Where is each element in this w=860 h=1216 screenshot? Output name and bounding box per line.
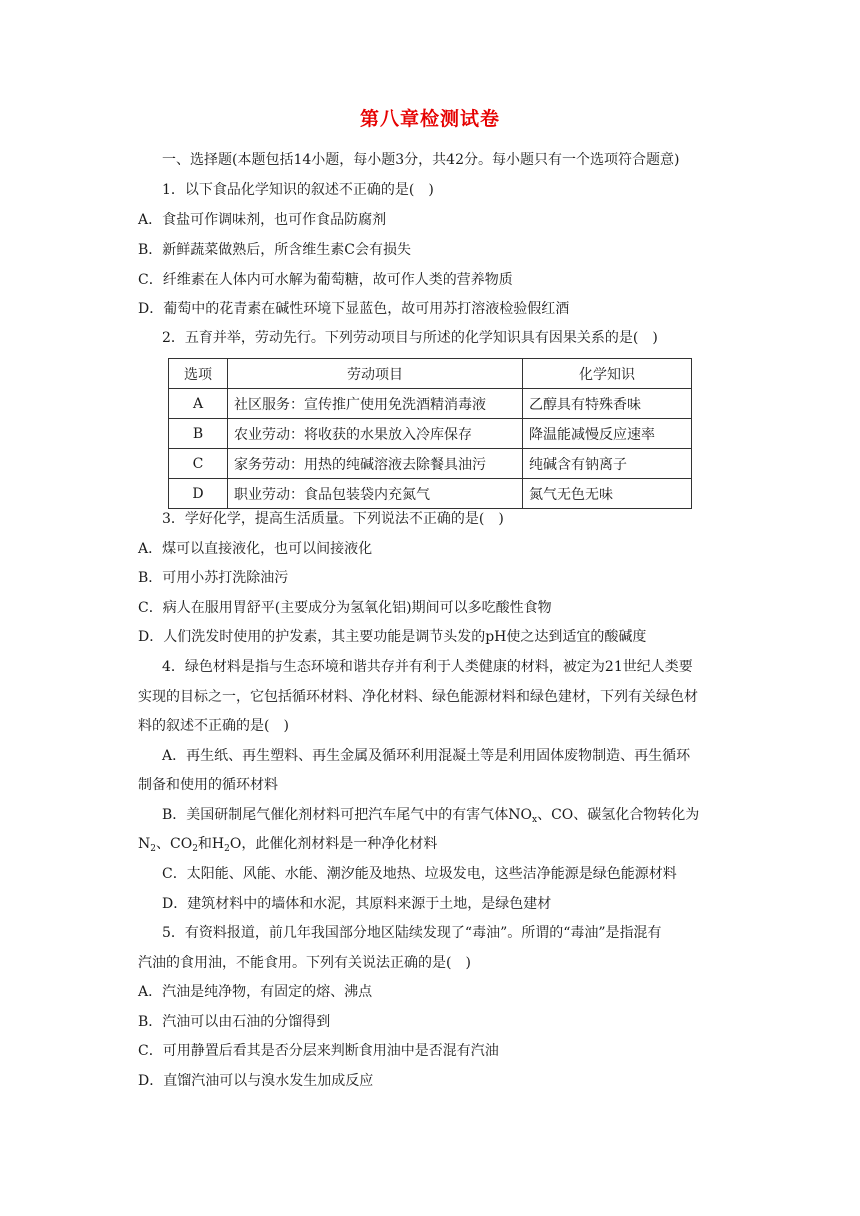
question-5-stem-line-1: 5．有资料报道，前几年我国部分地区陆续发现了“毒油”。所谓的“毒油”是指混有	[162, 925, 662, 941]
option-b-text: O，此催化剂材料是一种净化材料	[229, 836, 438, 852]
question-3-option-b: B．可用小苏打洗除油污	[138, 570, 289, 586]
subscript-2: 2	[224, 844, 230, 854]
table-cell-labor: 社区服务：宣传推广使用免洗酒精消毒液	[228, 389, 523, 419]
question-4-option-b-line-2	[138, 834, 437, 854]
question-1-option-d: D．葡萄中的花青素在碱性环境下显蓝色，故可用苏打溶液检验假红酒	[138, 301, 570, 317]
subscript-2: 2	[150, 844, 156, 854]
question-4-option-d: D．建筑材料中的墙体和水泥，其原料来源于土地，是绿色建材	[162, 896, 552, 912]
question-5-option-d: D．直馏汽油可以与溴水发生加成反应	[138, 1073, 374, 1089]
question-4-stem-line-3: 料的叙述不正确的是( )	[138, 718, 289, 734]
question-4-stem-line-2: 实现的目标之一，它包括循环材料、净化材料、绿色能源材料和绿色建材，下列有关绿色材	[138, 689, 698, 705]
section-heading: 一、选择题(本题包括14小题，每小题3分，共42分。每小题只有一个选项符合题意)	[162, 152, 680, 168]
table-row	[169, 449, 692, 479]
question-2-stem: 2．五育并举，劳动先行。下列劳动项目与所述的化学知识具有因果关系的是( )	[162, 330, 658, 346]
question-5-option-a: A．汽油是纯净物，有固定的熔、沸点	[138, 984, 373, 1000]
table-cell-labor: 家务劳动：用热的纯碱溶液去除餐具油污	[228, 449, 523, 479]
question-5-option-b: B．汽油可以由石油的分馏得到	[138, 1014, 331, 1030]
question-3-option-c: C．病人在服用胃舒平(主要成分为氢氧化铝)期间可以多吃酸性食物	[138, 600, 552, 616]
formula-n: N	[138, 836, 151, 852]
option-b-text: 、CO、碳氢化合物转化为	[537, 807, 700, 823]
table-row	[169, 479, 692, 509]
question-1-option-a: A．食盐可作调味剂，也可作食品防腐剂	[138, 212, 387, 228]
table-cell-option: D	[169, 479, 228, 509]
question-4-option-c: C．太阳能、风能、水能、潮汐能及地热、垃圾发电，这些洁净能源是绿色能源材料	[162, 866, 677, 882]
table-cell-knowledge: 降温能减慢反应速率	[523, 419, 692, 449]
table-header: 劳动项目	[228, 359, 523, 389]
table-row	[169, 389, 692, 419]
table-cell-option: C	[169, 449, 228, 479]
question-5-option-c: C．可用静置后看其是否分层来判断食用油中是否混有汽油	[138, 1043, 499, 1059]
table-cell-option: A	[169, 389, 228, 419]
subscript-2: 2	[192, 844, 198, 854]
option-b-text: B．美国研制尾气催化剂材料可把汽车尾气中的有害气体NO	[162, 807, 533, 823]
question-4-stem-line-1: 4．绿色材料是指与生态环境和谐共存并有利于人类健康的材料，被定为21世纪人类要	[162, 659, 693, 675]
table-header: 化学知识	[523, 359, 692, 389]
question-3-stem: 3．学好化学，提高生活质量。下列说法不正确的是( )	[162, 511, 504, 527]
question-1-stem: 1．以下食品化学知识的叙述不正确的是( )	[162, 182, 434, 198]
table-cell-option: B	[169, 419, 228, 449]
table-cell-labor: 农业劳动：将收获的水果放入冷库保存	[228, 419, 523, 449]
question-4-option-a-line-1: A．再生纸、再生塑料、再生金属及循环利用混凝土等是利用固体废物制造、再生循环	[162, 748, 691, 764]
formula-co: 、CO	[155, 836, 193, 852]
table-cell-labor: 职业劳动：食品包装袋内充氮气	[228, 479, 523, 509]
question-3-option-d: D．人们洗发时使用的护发素，其主要功能是调节头发的pH使之达到适宜的酸碱度	[138, 629, 647, 645]
labor-table	[168, 358, 692, 509]
formula-h: 和H	[197, 836, 225, 852]
table-cell-knowledge: 氮气无色无味	[523, 479, 692, 509]
subscript-x: x	[532, 815, 538, 825]
question-1-option-b: B．新鲜蔬菜做熟后，所含维生素C会有损失	[138, 242, 411, 258]
question-4-option-b-line-1	[162, 805, 699, 825]
question-3-option-a: A．煤可以直接液化，也可以间接液化	[138, 541, 373, 557]
question-5-stem-line-2: 汽油的食用油，不能食用。下列有关说法正确的是( )	[138, 955, 471, 971]
table-cell-knowledge: 纯碱含有钠离子	[523, 449, 692, 479]
table-header-row	[169, 359, 692, 389]
table-row	[169, 419, 692, 449]
table-cell-knowledge: 乙醇具有特殊香味	[523, 389, 692, 419]
table-header: 选项	[169, 359, 228, 389]
page-title: 第八章检测试卷	[359, 108, 500, 130]
question-1-option-c: C．纤维素在人体内可水解为葡萄糖，故可作人类的营养物质	[138, 272, 513, 288]
question-4-option-a-line-2: 制备和使用的循环材料	[138, 777, 278, 793]
